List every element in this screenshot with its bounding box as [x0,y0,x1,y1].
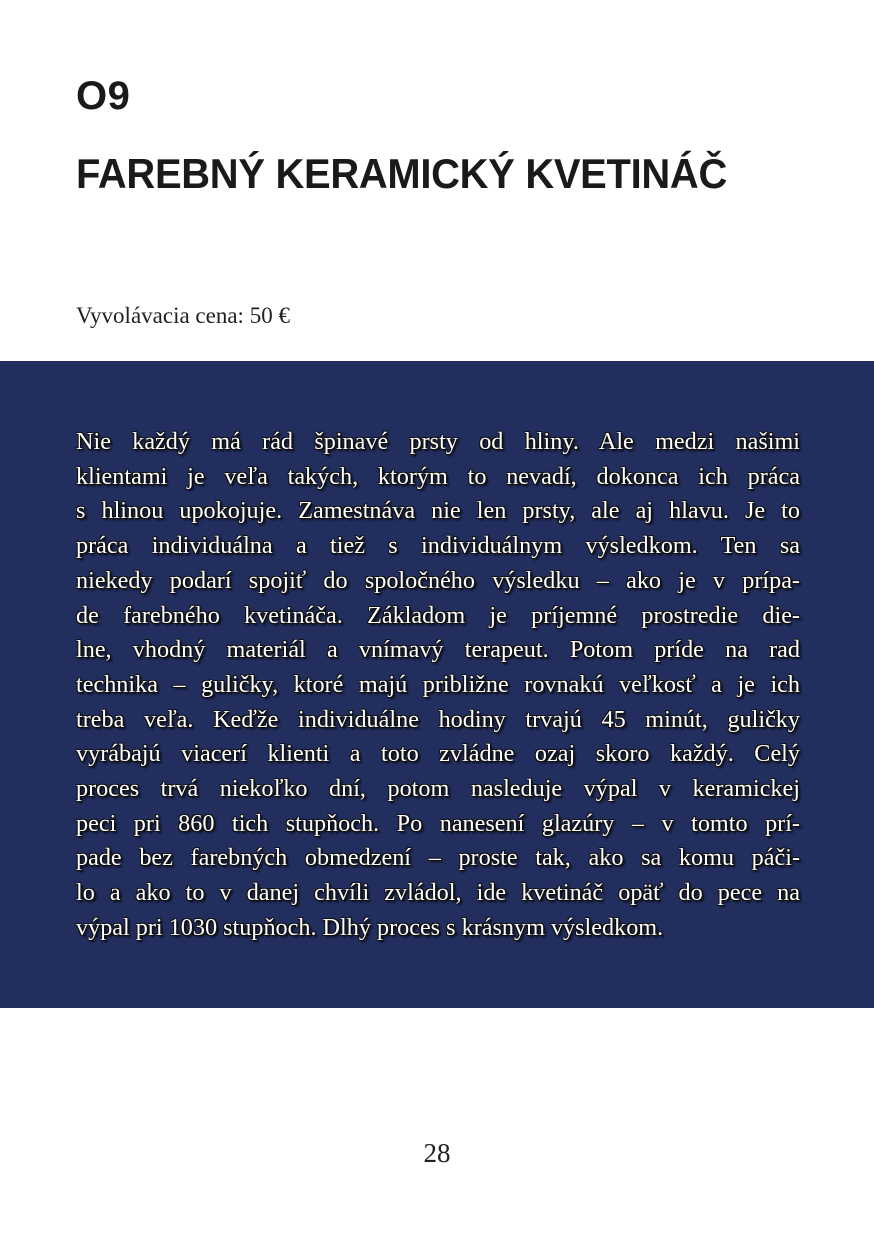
text-line: výpal pri 1030 stupňoch. Dlhý proces s krásnym výsledkom. [76,913,664,941]
starting-price: Vyvolávacia cena: 50 € [76,303,290,328]
text-line: proces trvá niekoľko dní, potom nasleduje výpal v keramickej [76,775,800,803]
text-line: treba veľa. Keďže individuálne hodiny trvajú 45 minút, guličky [76,705,800,733]
text-line: práca individuálna a tiež s individuálnym výsledkom. Ten sa [76,532,800,560]
text-line: klientami je veľa takých, ktorým to nevadí, dokonca ich práca [76,462,800,490]
text-line: lne, vhodný materiál a vnímavý terapeut. Potom príde na rad [76,636,800,664]
text-line: de farebného kvetináča. Základom je príjemné prostredie die- [76,601,800,629]
description-text [76,425,800,946]
text-line: pade bez farebných obmedzení – proste tak, ako sa komu páči- [76,844,800,872]
text-line: technika – guličky, ktoré majú približne rovnakú veľkosť a je ich [76,670,800,698]
text-line: niekedy podarí spojiť do spoločného výsledku – ako je v prípa- [76,566,800,594]
text-line: Nie každý má rád špinavé prsty od hliny. Ale medzi našimi [76,428,800,455]
page-number: 28 [423,1138,451,1168]
text-line: lo a ako to v danej chvíli zvládol, ide kvetináč opäť do pece na [76,879,800,907]
text-line: s hlinou upokojuje. Zamestnáva nie len prsty, ale aj hlavu. Je to [76,497,800,525]
text-line: vyrábajú viacerí klienti a toto zvládne ozaj skoro každý. Celý [76,740,800,768]
text-line: peci pri 860 tich stupňoch. Po nanesení glazúry – v tomto prí- [76,809,800,837]
item-number: O9 [76,74,131,118]
page-title: FAREBNÝ KERAMICKÝ KVETINÁČ [76,150,727,197]
